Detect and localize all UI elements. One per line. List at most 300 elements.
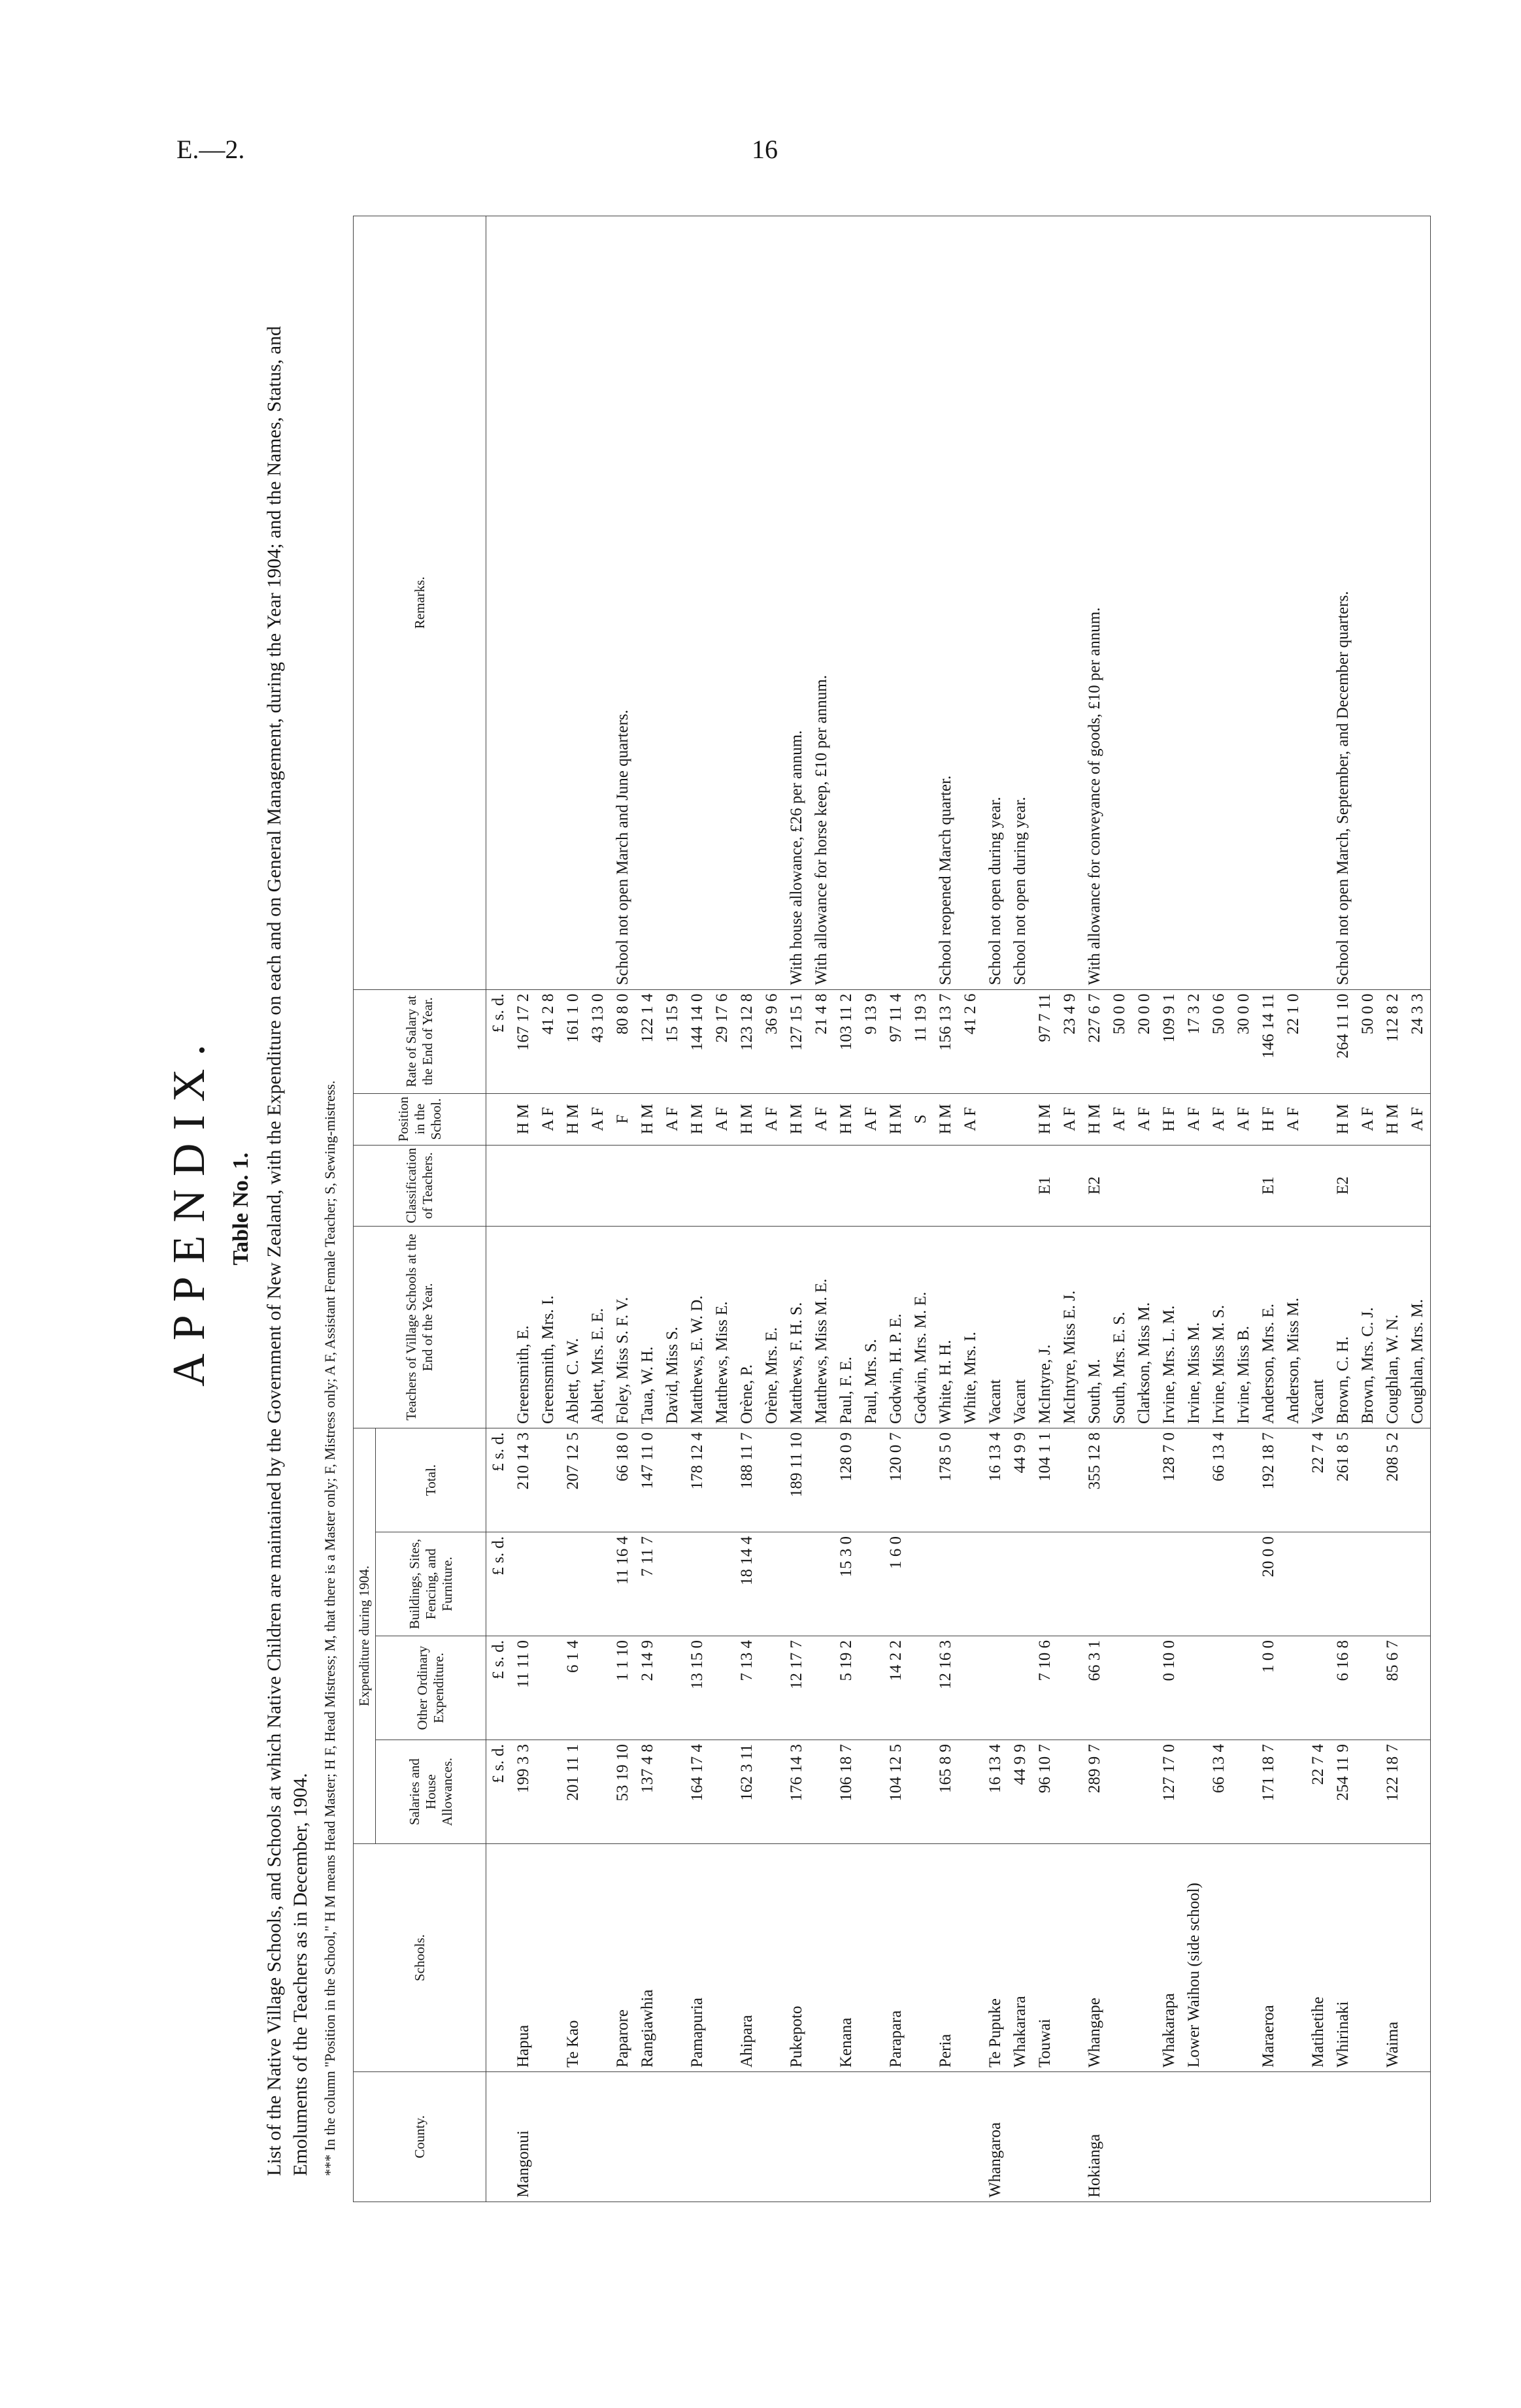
cell-remarks: School not open March and June quarters. [610, 216, 635, 990]
cell-classification [1281, 1145, 1306, 1226]
cell-buildings [809, 1532, 834, 1636]
cell-school: Pamapuria [685, 1844, 710, 2072]
cell-position: A F [1281, 1093, 1306, 1145]
cell-rate: 80 8 0 [610, 989, 635, 1093]
cell-classification [1182, 1145, 1207, 1226]
cell-total: 147 11 0 [635, 1428, 660, 1532]
cell-position: A F [1405, 1093, 1431, 1145]
cell-remarks [1231, 216, 1256, 990]
col-position: Position in the School. [354, 1093, 486, 1145]
cell-total: 66 13 4 [1207, 1428, 1231, 1532]
cell-other-expenditure [1008, 1636, 1033, 1740]
cell-school: Rangiawhia [635, 1844, 660, 2072]
cell-remarks [1405, 216, 1431, 990]
table-row [1207, 216, 1231, 2202]
cell-salaries: 254 11 9 [1331, 1740, 1356, 1844]
cell-remarks: With allowance for horse keep, £10 per annum. [809, 216, 834, 990]
cell-buildings [1356, 1532, 1380, 1636]
cell-total [1356, 1428, 1380, 1532]
table-row [1033, 216, 1058, 2202]
cell-position [1008, 1093, 1033, 1145]
cell-classification [1207, 1145, 1231, 1226]
cell-position: H M [784, 1093, 809, 1145]
cell-buildings [1405, 1532, 1431, 1636]
cell-school [1405, 1844, 1431, 2072]
cell-teacher: Brown, Mrs. C. J. [1356, 1227, 1380, 1428]
cell-salaries: 16 13 4 [983, 1740, 1008, 1844]
table-row [1008, 216, 1033, 2202]
col-rate: Rate of Salary at the End of Year. [354, 989, 486, 1093]
cell-classification [1058, 1145, 1082, 1226]
col-county: County. [354, 2072, 486, 2202]
cell-position: A F [859, 1093, 884, 1145]
cell-rate: 22 1 0 [1281, 989, 1306, 1093]
cell-buildings [1380, 1532, 1405, 1636]
cell-school: Maraeroa [1256, 1844, 1281, 2072]
cell-other-expenditure [536, 1636, 561, 1740]
cell-county [660, 2072, 685, 2202]
cell-total: 178 5 0 [933, 1428, 958, 1532]
cell-county [1331, 2072, 1356, 2202]
cell-salaries [1107, 1740, 1132, 1844]
cell-buildings [1058, 1532, 1082, 1636]
cell-total: 210 14 3 [511, 1428, 536, 1532]
cell-position: H M [884, 1093, 909, 1145]
cell-position: A F [1356, 1093, 1380, 1145]
cell-county [1380, 2072, 1405, 2202]
cell-other-expenditure: 6 16 8 [1331, 1636, 1356, 1740]
cell-classification [1231, 1145, 1256, 1226]
cell-rate: 29 17 6 [710, 989, 735, 1093]
cell-classification [834, 1145, 859, 1226]
cell-position: A F [1182, 1093, 1207, 1145]
cell-teacher: Irvine, Miss M. [1182, 1227, 1207, 1428]
cell-position: A F [1107, 1093, 1132, 1145]
cell-teacher: Orène, Mrs. E. [760, 1227, 784, 1428]
cell-total: 208 5 2 [1380, 1428, 1405, 1532]
cell-rate: 97 11 4 [884, 989, 909, 1093]
cell-buildings [958, 1532, 983, 1636]
cell-remarks [1380, 216, 1405, 990]
cell-teacher: Orène, P. [735, 1227, 760, 1428]
cell-rate: 97 7 11 [1033, 989, 1058, 1093]
cell-salaries [1405, 1740, 1431, 1844]
cell-position: S [909, 1093, 933, 1145]
col-salaries: Salaries and House Allowances. [376, 1740, 486, 1844]
table-row [884, 216, 909, 2202]
col-teachers: Teachers of Village Schools at the End of the Year. [354, 1227, 486, 1428]
cell-salaries [760, 1740, 784, 1844]
cell-school: Whakarara [1008, 1844, 1033, 2072]
cell-position [983, 1093, 1008, 1145]
cell-salaries: 22 7 4 [1306, 1740, 1331, 1844]
cell-total [1107, 1428, 1132, 1532]
cell-salaries: 289 9 7 [1082, 1740, 1107, 1844]
cell-county [1132, 2072, 1157, 2202]
cell-other-expenditure [1306, 1636, 1331, 1740]
cell-classification [1008, 1145, 1033, 1226]
cell-salaries: 96 10 7 [1033, 1740, 1058, 1844]
cell-classification [1132, 1145, 1157, 1226]
cell-rate: 50 0 0 [1356, 989, 1380, 1093]
cell-county [610, 2072, 635, 2202]
cell-salaries [809, 1740, 834, 1844]
cell-classification [784, 1145, 809, 1226]
cell-other-expenditure: 85 6 7 [1380, 1636, 1405, 1740]
cell-remarks [1207, 216, 1231, 990]
cell-remarks [884, 216, 909, 990]
cell-total [536, 1428, 561, 1532]
cell-remarks [1033, 216, 1058, 990]
cell-buildings: 1 6 0 [884, 1532, 909, 1636]
cell-total: 22 7 4 [1306, 1428, 1331, 1532]
table-number: Table No. 1. [229, 1152, 253, 1266]
cell-position: A F [1207, 1093, 1231, 1145]
cell-other-expenditure: 66 3 1 [1082, 1636, 1107, 1740]
cell-other-expenditure [1132, 1636, 1157, 1740]
cell-rate: 50 0 6 [1207, 989, 1231, 1093]
cell-buildings [561, 1532, 586, 1636]
cell-school: Whakarapa [1157, 1844, 1182, 2072]
cell-rate: 112 8 2 [1380, 989, 1405, 1093]
cell-county [909, 2072, 933, 2202]
table-row [685, 216, 710, 2202]
cell-total: 16 13 4 [983, 1428, 1008, 1532]
cell-salaries [1058, 1740, 1082, 1844]
table-body [486, 216, 1431, 2202]
cell-salaries [1182, 1740, 1207, 1844]
cell-buildings [536, 1532, 561, 1636]
cell-classification [884, 1145, 909, 1226]
cell-position: A F [958, 1093, 983, 1145]
cell-remarks [685, 216, 710, 990]
cell-remarks [561, 216, 586, 990]
cell-total: 261 8 5 [1331, 1428, 1356, 1532]
cell-rate: 264 11 10 [1331, 989, 1356, 1093]
cell-other-expenditure [660, 1636, 685, 1740]
cell-school: Te Kao [561, 1844, 586, 2072]
table-row [760, 216, 784, 2202]
col-buildings: Buildings, Sites, Fencing, and Furniture. [376, 1532, 486, 1636]
unit-label: £ s. d. [486, 1636, 512, 1740]
cell-rate: 15 15 9 [660, 989, 685, 1093]
cell-teacher: Anderson, Mrs. E. [1256, 1227, 1281, 1428]
cell-position: H M [1033, 1093, 1058, 1145]
cell-school: Paparore [610, 1844, 635, 2072]
cell-total [859, 1428, 884, 1532]
cell-county [1107, 2072, 1132, 2202]
cell-school [1281, 1844, 1306, 2072]
cell-school [958, 1844, 983, 2072]
col-schools: Schools. [354, 1844, 486, 2072]
cell-classification [561, 1145, 586, 1226]
cell-classification: E1 [1256, 1145, 1281, 1226]
cell-salaries: 137 4 8 [635, 1740, 660, 1844]
cell-salaries [1132, 1740, 1157, 1844]
unit-label: £ s. d. [486, 1428, 512, 1532]
table-row [1132, 216, 1157, 2202]
cell-other-expenditure [1058, 1636, 1082, 1740]
cell-teacher: Matthews, Miss M. E. [809, 1227, 834, 1428]
cell-other-expenditure [1107, 1636, 1132, 1740]
cell-school: Ahipara [735, 1844, 760, 2072]
cell-county [809, 2072, 834, 2202]
cell-classification [1356, 1145, 1380, 1226]
cell-total [1132, 1428, 1157, 1532]
cell-county [784, 2072, 809, 2202]
cell-salaries: 122 18 7 [1380, 1740, 1405, 1844]
cell-classification [710, 1145, 735, 1226]
col-total: Total. [376, 1428, 486, 1532]
cell-other-expenditure: 7 13 4 [735, 1636, 760, 1740]
cell-remarks [834, 216, 859, 990]
cell-teacher: Irvine, Mrs. L. M. [1157, 1227, 1182, 1428]
rotated-page-content [163, 216, 1426, 2202]
table-row [1058, 216, 1082, 2202]
cell-remarks [710, 216, 735, 990]
cell-teacher: Matthews, E. W. D. [685, 1227, 710, 1428]
cell-total: 44 9 9 [1008, 1428, 1033, 1532]
cell-teacher: Ablett, Mrs. E. E. [586, 1227, 610, 1428]
cell-other-expenditure [859, 1636, 884, 1740]
cell-county [1281, 2072, 1306, 2202]
cell-teacher: Paul, Mrs. S. [859, 1227, 884, 1428]
cell-buildings [511, 1532, 536, 1636]
cell-buildings [1008, 1532, 1033, 1636]
table-row [1281, 216, 1306, 2202]
cell-teacher: Paul, F. E. [834, 1227, 859, 1428]
cell-remarks [635, 216, 660, 990]
cell-teacher: Vacant [983, 1227, 1008, 1428]
cell-other-expenditure [1405, 1636, 1431, 1740]
cell-rate: 167 17 2 [511, 989, 536, 1093]
cell-remarks [1132, 216, 1157, 990]
appendix-heading: APPENDIX. [164, 1031, 214, 1387]
cell-school: Whirinaki [1331, 1844, 1356, 2072]
cell-buildings [685, 1532, 710, 1636]
cell-position: A F [536, 1093, 561, 1145]
cell-rate: 23 4 9 [1058, 989, 1082, 1093]
cell-teacher: Vacant [1008, 1227, 1033, 1428]
cell-salaries: 201 11 1 [561, 1740, 586, 1844]
cell-total [958, 1428, 983, 1532]
cell-salaries: 104 12 5 [884, 1740, 909, 1844]
page-number: 16 [752, 135, 778, 164]
cell-rate: 103 11 2 [834, 989, 859, 1093]
cell-county [859, 2072, 884, 2202]
cell-classification: E2 [1331, 1145, 1356, 1226]
cell-classification [933, 1145, 958, 1226]
cell-remarks [1356, 216, 1380, 990]
cell-remarks: With allowance for conveyance of goods, £10 per annum. [1082, 216, 1107, 990]
cell-teacher: White, H. H. [933, 1227, 958, 1428]
cell-county [710, 2072, 735, 2202]
cell-buildings [1331, 1532, 1356, 1636]
cell-rate: 20 0 0 [1132, 989, 1157, 1093]
cell-teacher: Ablett, C. W. [561, 1227, 586, 1428]
table-row [1182, 216, 1207, 2202]
cell-position: H M [635, 1093, 660, 1145]
cell-total [809, 1428, 834, 1532]
cell-teacher: Taua, W. H. [635, 1227, 660, 1428]
cell-buildings [1082, 1532, 1107, 1636]
cell-remarks [1256, 216, 1281, 990]
cell-buildings [983, 1532, 1008, 1636]
cell-county: Mangonui [511, 2072, 536, 2202]
cell-total: 178 12 4 [685, 1428, 710, 1532]
cell-teacher: Irvine, Miss M. S. [1207, 1227, 1231, 1428]
cell-other-expenditure [983, 1636, 1008, 1740]
cell-other-expenditure [760, 1636, 784, 1740]
cell-salaries: 199 3 3 [511, 1740, 536, 1844]
cell-total [1281, 1428, 1306, 1532]
cell-county [933, 2072, 958, 2202]
cell-rate: 227 6 7 [1082, 989, 1107, 1093]
table-row [933, 216, 958, 2202]
schools-table [353, 216, 1431, 2202]
cell-county [635, 2072, 660, 2202]
table-row [809, 216, 834, 2202]
cell-total [1405, 1428, 1431, 1532]
cell-county [834, 2072, 859, 2202]
cell-buildings [760, 1532, 784, 1636]
cell-buildings: 7 11 7 [635, 1532, 660, 1636]
cell-other-expenditure [1207, 1636, 1231, 1740]
table-row [834, 216, 859, 2202]
cell-classification [760, 1145, 784, 1226]
cell-total: 66 18 0 [610, 1428, 635, 1532]
cell-salaries: 106 18 7 [834, 1740, 859, 1844]
cell-position: H F [1157, 1093, 1182, 1145]
cell-teacher: David, Miss S. [660, 1227, 685, 1428]
cell-salaries [859, 1740, 884, 1844]
cell-position: A F [1132, 1093, 1157, 1145]
cell-classification [536, 1145, 561, 1226]
cell-classification [859, 1145, 884, 1226]
cell-position: A F [710, 1093, 735, 1145]
cell-school: Peria [933, 1844, 958, 2072]
cell-school: Pukepoto [784, 1844, 809, 2072]
cell-buildings [1132, 1532, 1157, 1636]
cell-buildings [710, 1532, 735, 1636]
cell-salaries [1231, 1740, 1256, 1844]
cell-school: Touwai [1033, 1844, 1058, 2072]
cell-position: H M [1082, 1093, 1107, 1145]
cell-school [1231, 1844, 1256, 2072]
cell-teacher: Anderson, Miss M. [1281, 1227, 1306, 1428]
cell-teacher: Vacant [1306, 1227, 1331, 1428]
cell-school: Hapua [511, 1844, 536, 2072]
table-row [735, 216, 760, 2202]
cell-position: A F [1231, 1093, 1256, 1145]
cell-total: 207 12 5 [561, 1428, 586, 1532]
cell-remarks: School reopened March quarter. [933, 216, 958, 990]
cell-other-expenditure: 13 15 0 [685, 1636, 710, 1740]
cell-buildings [586, 1532, 610, 1636]
table-row [536, 216, 561, 2202]
cell-classification [610, 1145, 635, 1226]
cell-buildings: 18 14 4 [735, 1532, 760, 1636]
cell-county [1157, 2072, 1182, 2202]
cell-teacher: Matthews, Miss E. [710, 1227, 735, 1428]
cell-teacher: Coughlan, W. N. [1380, 1227, 1405, 1428]
cell-buildings [1182, 1532, 1207, 1636]
cell-remarks [1157, 216, 1182, 990]
cell-position: H M [834, 1093, 859, 1145]
cell-buildings [1207, 1532, 1231, 1636]
cell-buildings [784, 1532, 809, 1636]
cell-total: 128 0 9 [834, 1428, 859, 1532]
table-row [859, 216, 884, 2202]
cell-classification [809, 1145, 834, 1226]
cell-county [1306, 2072, 1331, 2202]
unit-label: £ s. d. [486, 1532, 512, 1636]
cell-total: 188 11 7 [735, 1428, 760, 1532]
cell-other-expenditure [958, 1636, 983, 1740]
cell-position: H M [735, 1093, 760, 1145]
cell-rate [983, 989, 1008, 1093]
cell-total [1182, 1428, 1207, 1532]
cell-school [586, 1844, 610, 2072]
cell-teacher: Brown, C. H. [1331, 1227, 1356, 1428]
cell-position: H M [1380, 1093, 1405, 1145]
cell-remarks [760, 216, 784, 990]
cell-school [909, 1844, 933, 2072]
cell-salaries [1356, 1740, 1380, 1844]
cell-salaries: 66 13 4 [1207, 1740, 1231, 1844]
cell-total [760, 1428, 784, 1532]
cell-teacher: Greensmith, E. [511, 1227, 536, 1428]
cell-salaries [660, 1740, 685, 1844]
cell-salaries: 127 17 0 [1157, 1740, 1182, 1844]
cell-other-expenditure: 5 19 2 [834, 1636, 859, 1740]
cell-salaries: 44 9 9 [1008, 1740, 1033, 1844]
cell-remarks [1107, 216, 1132, 990]
cell-remarks [859, 216, 884, 990]
table-row [1380, 216, 1405, 2202]
cell-rate: 43 13 0 [586, 989, 610, 1093]
cell-position: A F [586, 1093, 610, 1145]
cell-teacher: Foley, Miss S. F. V. [610, 1227, 635, 1428]
cell-school: Whangape [1082, 1844, 1107, 2072]
col-classification: Classification of Teachers. [354, 1145, 486, 1226]
cell-county [1256, 2072, 1281, 2202]
cell-remarks [511, 216, 536, 990]
cell-school [1058, 1844, 1082, 2072]
cell-county [1207, 2072, 1231, 2202]
cell-classification [735, 1145, 760, 1226]
currency-units-row [486, 216, 512, 2202]
cell-remarks: With house allowance, £26 per annum. [784, 216, 809, 990]
cell-school: Parapara [884, 1844, 909, 2072]
cell-classification [1380, 1145, 1405, 1226]
cell-rate: 11 19 3 [909, 989, 933, 1093]
cell-other-expenditure [809, 1636, 834, 1740]
cell-county [586, 2072, 610, 2202]
cell-teacher: McIntyre, Miss E. J. [1058, 1227, 1082, 1428]
col-remarks: Remarks. [354, 216, 486, 990]
cell-teacher: Clarkson, Miss M. [1132, 1227, 1157, 1428]
table-row [710, 216, 735, 2202]
table-row [1157, 216, 1182, 2202]
table-row [958, 216, 983, 2202]
cell-county [1058, 2072, 1082, 2202]
cell-other-expenditure: 12 17 7 [784, 1636, 809, 1740]
cell-school [1132, 1844, 1157, 2072]
cell-county [1405, 2072, 1431, 2202]
cell-classification [511, 1145, 536, 1226]
cell-other-expenditure: 2 14 9 [635, 1636, 660, 1740]
